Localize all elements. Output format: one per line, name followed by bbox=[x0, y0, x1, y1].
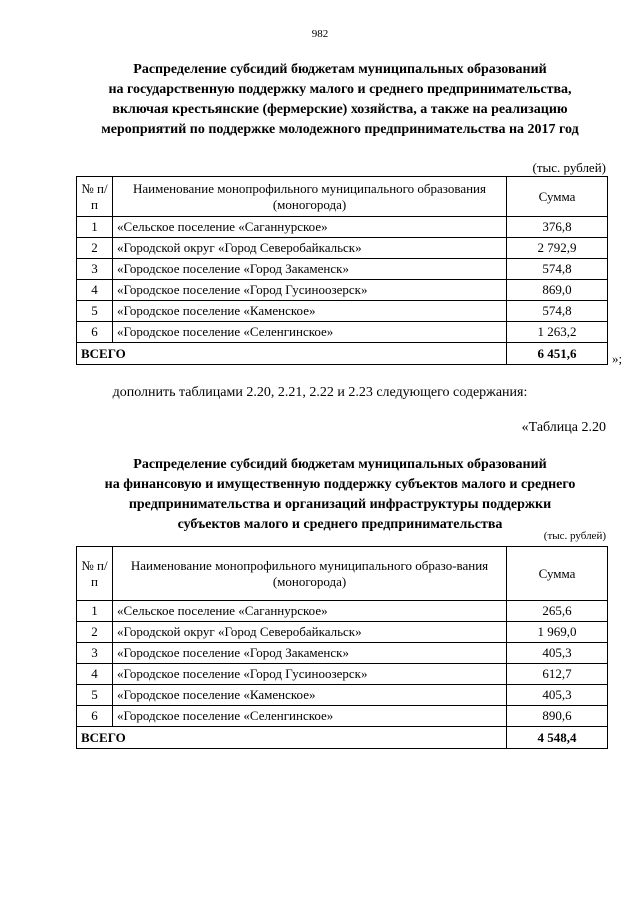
row-name: «Сельское поселение «Саганнурское» bbox=[113, 601, 507, 622]
row-sum: 405,3 bbox=[507, 643, 608, 664]
section2-table bbox=[76, 546, 608, 749]
header-no: № п/п bbox=[77, 177, 113, 217]
section2-title-line: на финансовую и имущественную поддержку субъектов малого и среднего bbox=[104, 477, 576, 492]
header-name: Наименование монопрофильного муниципального образо-вания (моногорода) bbox=[113, 547, 507, 601]
section1-title bbox=[60, 60, 620, 140]
table-row bbox=[77, 322, 608, 343]
table-row bbox=[77, 664, 608, 685]
row-sum: 574,8 bbox=[507, 259, 608, 280]
row-no: 2 bbox=[77, 622, 113, 643]
section1-title-line: мероприятий по поддержке молодежного предпринимательства на 2017 год bbox=[101, 122, 579, 137]
row-name: «Городское поселение «Город Закаменск» bbox=[113, 259, 507, 280]
section2-title-line: предпринимательства и организаций инфраструктуры поддержки bbox=[128, 497, 552, 512]
amendment-paragraph: дополнить таблицами 2.20, 2.21, 2.22 и 2.23 следующего содержания: bbox=[112, 385, 528, 400]
row-name: «Городское поселение «Город Гусиноозерск» bbox=[113, 664, 507, 685]
table-row bbox=[77, 622, 608, 643]
row-sum: 376,8 bbox=[507, 217, 608, 238]
header-sum: Сумма bbox=[507, 177, 608, 217]
table-row bbox=[77, 601, 608, 622]
table-row bbox=[77, 685, 608, 706]
table-total-row bbox=[77, 727, 608, 749]
table-header-row bbox=[77, 177, 608, 217]
table-row bbox=[77, 706, 608, 727]
row-no: 5 bbox=[77, 685, 113, 706]
row-name: «Городское поселение «Каменское» bbox=[113, 301, 507, 322]
row-name: «Сельское поселение «Саганнурское» bbox=[113, 217, 507, 238]
row-name: «Городское поселение «Город Закаменск» bbox=[113, 643, 507, 664]
row-sum: 890,6 bbox=[507, 706, 608, 727]
row-sum: 405,3 bbox=[507, 685, 608, 706]
section2-title-line: субъектов малого и среднего предпринимательства bbox=[177, 517, 503, 532]
table-header-row bbox=[77, 547, 608, 601]
page-number: 982 bbox=[311, 28, 329, 40]
row-name: «Городское поселение «Селенгинское» bbox=[113, 322, 507, 343]
section1-table bbox=[76, 176, 608, 365]
row-no: 4 bbox=[77, 664, 113, 685]
row-no: 4 bbox=[77, 280, 113, 301]
row-no: 3 bbox=[77, 643, 113, 664]
table-row bbox=[77, 643, 608, 664]
total-label: ВСЕГО bbox=[77, 343, 507, 365]
row-name: «Городское поселение «Город Гусиноозерск» bbox=[113, 280, 507, 301]
row-sum: 869,0 bbox=[507, 280, 608, 301]
table-row bbox=[77, 259, 608, 280]
closing-quote-mark: »; bbox=[612, 351, 623, 366]
table-row bbox=[77, 217, 608, 238]
row-no: 2 bbox=[77, 238, 113, 259]
row-no: 5 bbox=[77, 301, 113, 322]
row-no: 1 bbox=[77, 601, 113, 622]
row-no: 6 bbox=[77, 322, 113, 343]
total-label: ВСЕГО bbox=[77, 727, 507, 749]
section1-title-line: включая крестьянские (фермерские) хозяйства, а также на реализацию bbox=[112, 102, 568, 117]
section2-title bbox=[60, 455, 620, 535]
row-sum: 265,6 bbox=[507, 601, 608, 622]
header-no: № п/п bbox=[77, 547, 113, 601]
row-no: 1 bbox=[77, 217, 113, 238]
table-number-label: «Таблица 2.20 bbox=[521, 420, 606, 435]
header-name: Наименование монопрофильного муниципального образования (моногорода) bbox=[113, 177, 507, 217]
section1-title-line: Распределение субсидий бюджетам муниципальных образований bbox=[133, 62, 547, 77]
table-total-row bbox=[77, 343, 608, 365]
row-sum: 1 969,0 bbox=[507, 622, 608, 643]
section2-title-line: Распределение субсидий бюджетам муниципальных образований bbox=[133, 457, 547, 472]
row-name: «Городской округ «Город Северобайкальск» bbox=[113, 622, 507, 643]
row-no: 3 bbox=[77, 259, 113, 280]
row-sum: 1 263,2 bbox=[507, 322, 608, 343]
row-sum: 574,8 bbox=[507, 301, 608, 322]
total-sum: 4 548,4 bbox=[507, 727, 608, 749]
table-row bbox=[77, 280, 608, 301]
section1-title-line: на государственную поддержку малого и среднего предпринимательства, bbox=[108, 82, 572, 97]
total-sum: 6 451,6 bbox=[507, 343, 608, 365]
row-name: «Городское поселение «Каменское» bbox=[113, 685, 507, 706]
table-row bbox=[77, 238, 608, 259]
row-sum: 612,7 bbox=[507, 664, 608, 685]
section1-units: (тыс. рублей) bbox=[532, 160, 606, 175]
row-sum: 2 792,9 bbox=[507, 238, 608, 259]
header-sum: Сумма bbox=[507, 547, 608, 601]
section2-units: (тыс. рублей) bbox=[543, 530, 606, 542]
row-name: «Городское поселение «Селенгинское» bbox=[113, 706, 507, 727]
row-no: 6 bbox=[77, 706, 113, 727]
table-row bbox=[77, 301, 608, 322]
row-name: «Городской округ «Город Северобайкальск» bbox=[113, 238, 507, 259]
